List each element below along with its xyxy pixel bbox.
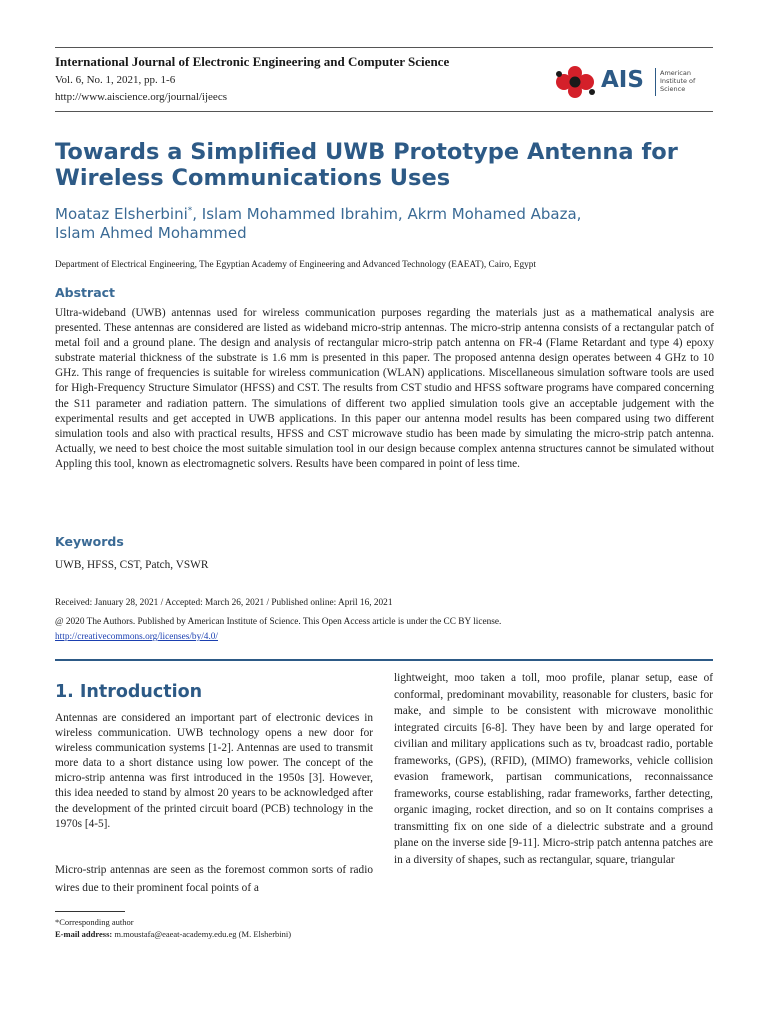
- introduction-heading: 1. Introduction: [55, 682, 203, 702]
- logo-subtext: American Institute of Science: [660, 69, 696, 93]
- email-address: m.moustafa@eaeat-academy.edu.eg (M. Elsherbini): [112, 929, 292, 939]
- author-1: Moataz Elsherbini: [55, 205, 188, 223]
- intro-left-paragraph-1: Antennas are considered an important part of electronic devices in wireless communication. UWB technology opens a new door for wireless communication systems [1-2]. Antennas are used to transmit more data to a short distance using low power. The concept of the micro-strip antenna was first introduced in the 1950s [3]. However, this idea needed to stand by almost 20 years to be acknowledged after the development of the printed circuit board (PCB) technology in the 1970s [4-5].: [55, 712, 373, 830]
- footnote-rule: [55, 911, 125, 912]
- section-rule: [55, 659, 713, 661]
- paper-title: Towards a Simplified UWB Prototype Antenna for Wireless Communications Uses: [55, 139, 678, 191]
- logo-text: AIS: [601, 67, 644, 93]
- volume-info: Vol. 6, No. 1, 2021, pp. 1-6: [55, 74, 176, 86]
- intro-right-paragraph: lightweight, moo taken a toll, moo profile, planar setup, ease of conformal, predominant movability, reasonable for clusters, basic for make, and simple to be consistent with microwave monolithic integrated circuits [6-8]. They have been by and large operated for civilian and military applications such as tv, broadcast radio, portable frameworks, (GPS), (RFID), (MIMO) frameworks, vehicle collision evasion framework, partisan communications, reconnaissance frameworks, course establishing, radar frameworks, farther detecting, organic imaging, rocket direction, and so on It contains comprises a transmitting fix on one side of a dielectric substrate and a ground plane on the inverse side [9-11]. Micro-strip patch antenna patches are in a diversity of shapes, such as rectangular, square, triangular: [394, 672, 713, 866]
- keywords-heading: Keywords: [55, 534, 124, 549]
- license-text: @ 2020 The Authors. Published by American Institute of Science. This Open Access article is under the CC BY license.: [55, 617, 502, 627]
- intro-left-paragraph-2: Micro-strip antennas are seen as the foremost common sorts of radio wires due to their prominent focal points of a: [55, 864, 373, 894]
- top-rule: [55, 47, 713, 48]
- authors-rest: , Islam Mohammed Ibrahim, Akrm Mohamed Abaza,: [192, 205, 582, 223]
- footnote-corresponding: *Corresponding author: [55, 917, 134, 927]
- email-label: E-mail address:: [55, 929, 113, 939]
- abstract-heading: Abstract: [55, 285, 116, 300]
- authors-line2: Islam Ahmed Mohammed: [55, 224, 247, 242]
- journal-name: International Journal of Electronic Engineering and Computer Science: [55, 54, 450, 69]
- journal-url[interactable]: http://www.aiscience.org/journal/ijeecs: [55, 91, 227, 103]
- affiliation: Department of Electrical Engineering, The Egyptian Academy of Engineering and Advanced Technology (EAEAT), Cairo, Egypt: [55, 260, 536, 270]
- logo-divider: [655, 68, 656, 96]
- author-list: [55, 205, 715, 243]
- corresponding-mark: *: [187, 206, 193, 216]
- footnote-email: [55, 929, 291, 939]
- license-link[interactable]: http://creativecommons.org/licenses/by/4.0/: [55, 632, 219, 642]
- ais-mark-icon: [553, 64, 599, 100]
- publication-dates: Received: January 28, 2021 / Accepted: March 26, 2021 / Published online: April 16, 2021: [55, 598, 393, 608]
- header-rule: [55, 111, 713, 112]
- ais-logo: [553, 64, 713, 100]
- keywords-text: UWB, HFSS, CST, Patch, VSWR: [55, 559, 209, 571]
- abstract-text: Ultra-wideband (UWB) antennas used for wireless communication purposes regarding the materials just as a mathematical analysis are presented. These antennas are considered are listed as wideband micro-strip antennas. The micro-strip antenna consists of a rectangular patch of metal foil and a ground plane. The design and analysis of rectangular micro-strip patch antenna on FR-4 (Flame Retardant and type 4) epoxy substrate material thickness of the substrate is 1.6 mm is presented in this paper. The proposed antenna design operates between 4 GHz to 10 GHz. This range of frequencies is suitable for wireless communication (WLAN) applications. Miscellaneous simulation software tools are used for High-Frequency Structure Simulator (HFSS) and CST. The results from CST studio and HFSS software programs have compared concerning the S11 parameter and radiation pattern. The simulations of different two applied simulation tools give an acceptable judgement with the experimental results and get accepted in UWB applications. In this paper our antenna model results has been compared using two different simulation tools and also with practical results, HFSS and CST microwave studio has been made by simulating the micro-strip patch antenna. Actually, we need to best choice the most suitable simulation tool in our design because complex antenna structures cannot be simulated without Appling this tool, known as electromagnetic solvers. Results have been compared in point of less time.: [55, 307, 714, 470]
